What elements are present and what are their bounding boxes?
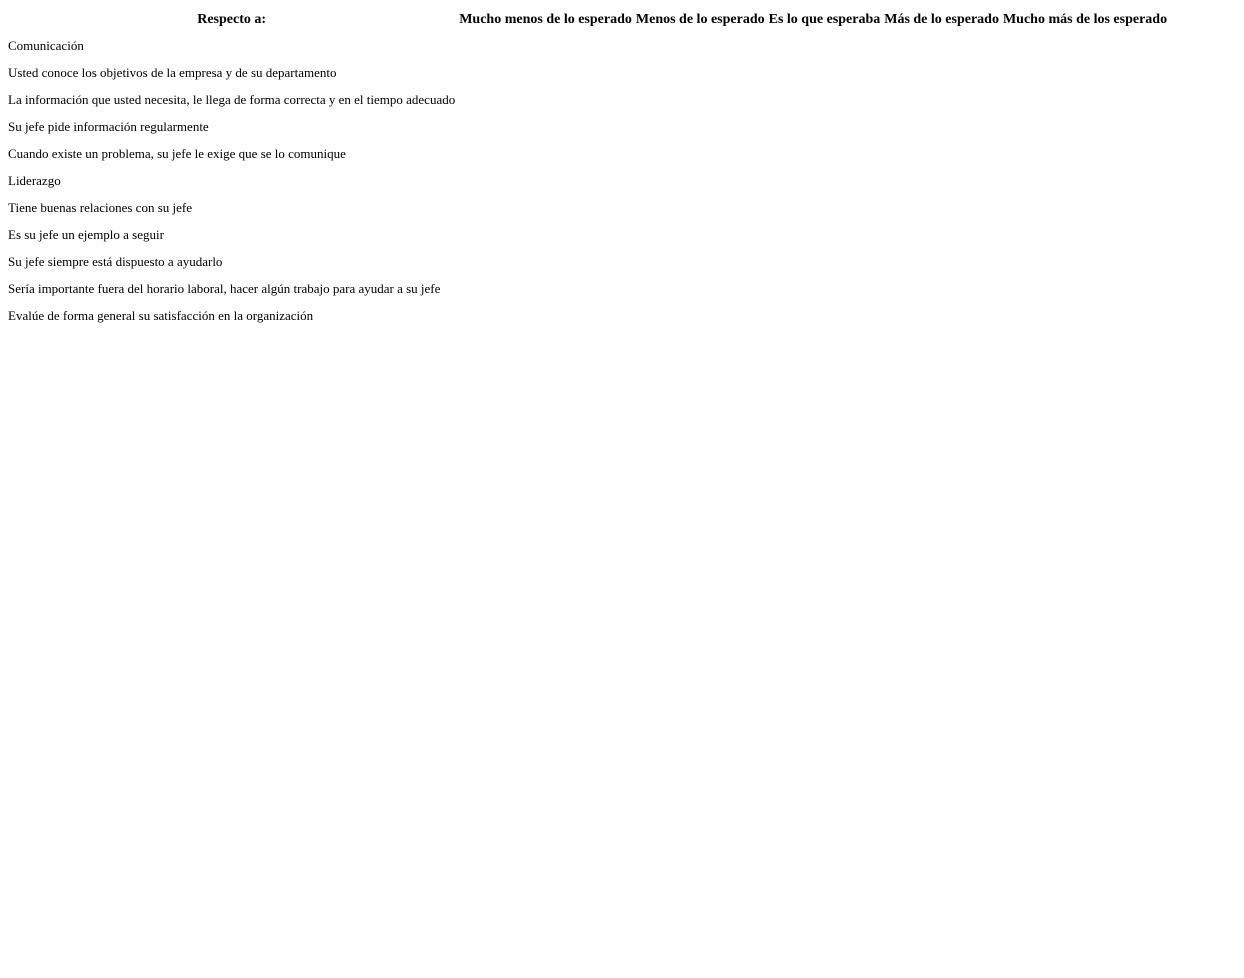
answer-cell	[636, 88, 765, 111]
table-row	[8, 304, 1167, 327]
answer-cell	[459, 304, 632, 327]
header-option-menos: Menos de lo esperado	[635, 12, 765, 27]
table-row	[8, 88, 1167, 111]
answer-cell	[769, 250, 881, 273]
table-row	[8, 142, 1167, 165]
answer-cell	[636, 196, 765, 219]
answer-cell	[769, 277, 881, 300]
answer-cell	[769, 88, 881, 111]
survey-table-body	[8, 34, 1167, 327]
question-label: Tiene buenas relaciones con su jefe	[8, 200, 192, 215]
answer-cell	[769, 223, 881, 246]
table-row	[8, 34, 1167, 57]
answer-cell	[884, 250, 999, 273]
answer-cell	[769, 142, 881, 165]
answer-cell	[1003, 277, 1167, 300]
question-label: Su jefe pide información regularmente	[8, 119, 209, 134]
answer-cell	[884, 277, 999, 300]
answer-cell	[884, 88, 999, 111]
answer-cell	[636, 34, 765, 57]
section-label-liderazgo: Liderazgo	[8, 173, 61, 188]
survey-table-header	[8, 9, 1167, 30]
answer-cell	[884, 304, 999, 327]
question-label: Su jefe siempre está dispuesto a ayudarlo	[8, 254, 223, 269]
answer-cell	[1003, 196, 1167, 219]
section-label-comunicacion: Comunicación	[8, 38, 84, 53]
answer-cell	[769, 34, 881, 57]
answer-cell	[459, 88, 632, 111]
table-row	[8, 223, 1167, 246]
answer-cell	[636, 61, 765, 84]
table-row	[8, 196, 1167, 219]
question-label: La información que usted necesita, le llega de forma correcta y en el tiempo adecuado	[8, 92, 456, 107]
answer-cell	[1003, 142, 1167, 165]
header-option-mas: Más de lo esperado	[884, 12, 999, 27]
answer-cell	[459, 169, 632, 192]
answer-cell	[1003, 250, 1167, 273]
answer-cell	[769, 61, 881, 84]
answer-cell	[1003, 169, 1167, 192]
table-row	[8, 250, 1167, 273]
answer-cell	[636, 304, 765, 327]
header-option-lo-esperado: Es lo que esperaba	[768, 12, 881, 27]
header-option-mucho-mas: Mucho más de los esperado	[1002, 12, 1168, 27]
answer-cell	[769, 304, 881, 327]
answer-cell	[1003, 223, 1167, 246]
answer-cell	[1003, 61, 1167, 84]
answer-cell	[884, 34, 999, 57]
table-row	[8, 169, 1167, 192]
answer-cell	[884, 115, 999, 138]
answer-cell	[884, 169, 999, 192]
question-label: Usted conoce los objetivos de la empresa y de su departamento	[8, 65, 337, 80]
answer-cell	[884, 142, 999, 165]
header-row	[8, 9, 1167, 30]
answer-cell	[459, 115, 632, 138]
answer-cell	[636, 115, 765, 138]
answer-cell	[636, 277, 765, 300]
answer-cell	[1003, 304, 1167, 327]
answer-cell	[459, 196, 632, 219]
answer-cell	[1003, 115, 1167, 138]
question-label: Es su jefe un ejemplo a seguir	[8, 227, 164, 242]
table-row	[8, 61, 1167, 84]
survey-table	[4, 5, 1171, 331]
header-option-mucho-menos: Mucho menos de lo esperado	[459, 12, 632, 27]
answer-cell	[459, 223, 632, 246]
answer-cell	[636, 142, 765, 165]
answer-cell	[769, 196, 881, 219]
question-label: Evalúe de forma general su satisfacción en la organización	[8, 308, 314, 323]
answer-cell	[884, 61, 999, 84]
answer-cell	[459, 142, 632, 165]
answer-cell	[636, 169, 765, 192]
answer-cell	[769, 115, 881, 138]
answer-cell	[769, 169, 881, 192]
answer-cell	[459, 61, 632, 84]
answer-cell	[459, 34, 632, 57]
answer-cell	[884, 196, 999, 219]
header-respecto: Respecto a:	[197, 12, 267, 27]
table-row	[8, 277, 1167, 300]
answer-cell	[1003, 88, 1167, 111]
question-label: Sería importante fuera del horario laboral, hacer algún trabajo para ayudar a su jefe	[8, 281, 441, 296]
answer-cell	[636, 250, 765, 273]
answer-cell	[636, 223, 765, 246]
answer-cell	[459, 277, 632, 300]
answer-cell	[459, 250, 632, 273]
question-label: Cuando existe un problema, su jefe le exige que se lo comunique	[8, 146, 346, 161]
table-row	[8, 115, 1167, 138]
answer-cell	[884, 223, 999, 246]
answer-cell	[1003, 34, 1167, 57]
